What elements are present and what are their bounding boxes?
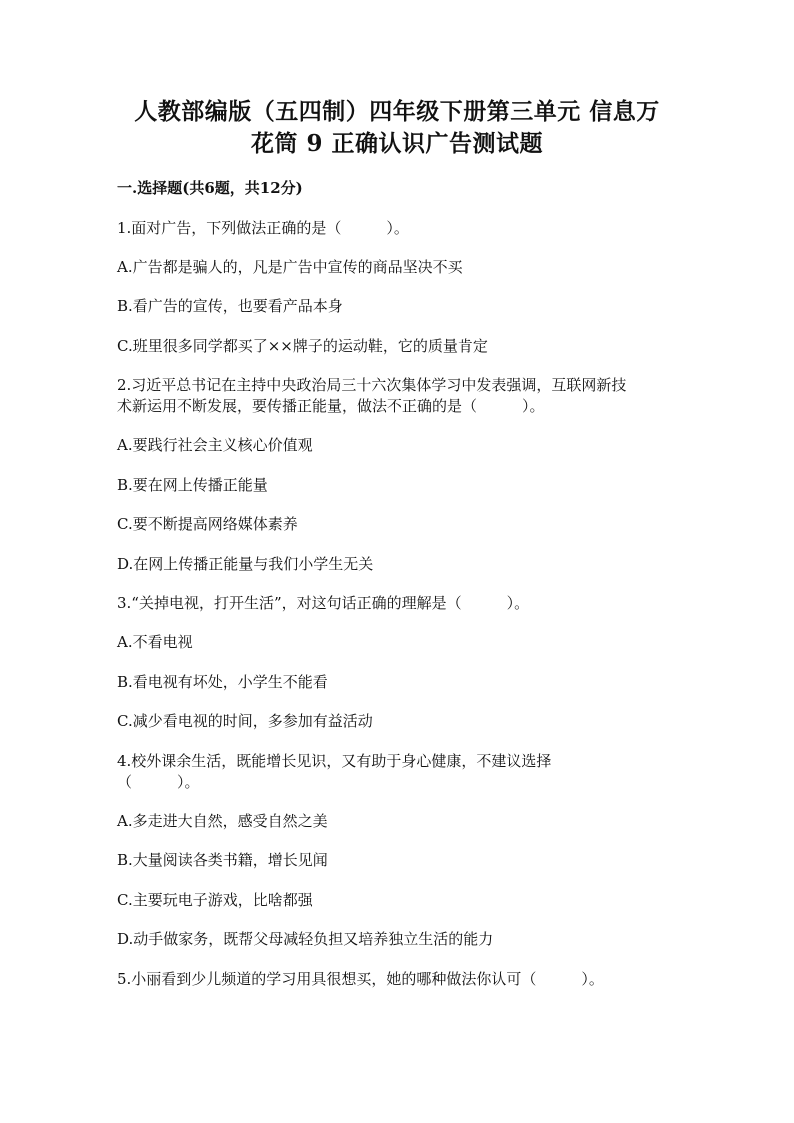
question-1-option-c: C.班里很多同学都买了××牌子的运动鞋，它的质量肯定: [117, 337, 488, 355]
question-2-option-a: A.要践行社会主义核心价值观: [117, 436, 313, 454]
question-2-option-d: D.在网上传播正能量与我们小学生无关: [117, 555, 374, 573]
question-3-option-c: C.减少看电视的时间，多参加有益活动: [117, 712, 373, 730]
question-4-option-b: B.大量阅读各类书籍，增长见闻: [117, 851, 328, 869]
question-2-option-c: C.要不断提高网络媒体素养: [117, 515, 298, 533]
question-1-option-a: A.广告都是骗人的，凡是广告中宣传的商品坚决不买: [117, 258, 463, 276]
question-1-option-b: B.看广告的宣传，也要看产品本身: [117, 297, 343, 315]
question-4-option-a: A.多走进大自然，感受自然之美: [117, 812, 328, 830]
question-3-text: 3.“关掉电视，打开生活”，对这句话正确的理解是（ ）。: [117, 594, 530, 612]
question-2-option-b: B.要在网上传播正能量: [117, 476, 268, 494]
question-3-option-b: B.看电视有坏处，小学生不能看: [117, 673, 328, 691]
question-2-text-line-1: 2.习近平总书记在主持中央政治局三十六次集体学习中发表强调，互联网新技: [117, 376, 627, 394]
question-4-option-d: D.动手做家务，既帮父母减轻负担又培养独立生活的能力: [117, 930, 494, 948]
question-4-option-c: C.主要玩电子游戏，比啥都强: [117, 891, 313, 909]
document-title-line-1: 人教部编版（五四制）四年级下册第三单元 信息万: [134, 98, 660, 125]
document-title-line-2: 花筒 9 正确认识广告测试题: [250, 130, 544, 157]
section-heading: 一.选择题(共6题，共12分): [117, 179, 303, 197]
question-4-text-line-1: 4.校外课余生活，既能增长见识，又有助于身心健康，不建议选择: [117, 752, 552, 770]
question-3-option-a: A.不看电视: [117, 633, 193, 651]
question-2-text-line-2: 术新运用不断发展，要传播正能量，做法不正确的是（ ）。: [117, 397, 545, 415]
question-1-text: 1.面对广告，下列做法正确的是（ ）。: [117, 219, 409, 237]
question-4-text-line-2: （ ）。: [117, 773, 200, 791]
question-5-text: 5.小丽看到少儿频道的学习用具很想买，她的哪种做法你认可（ ）。: [117, 970, 604, 988]
